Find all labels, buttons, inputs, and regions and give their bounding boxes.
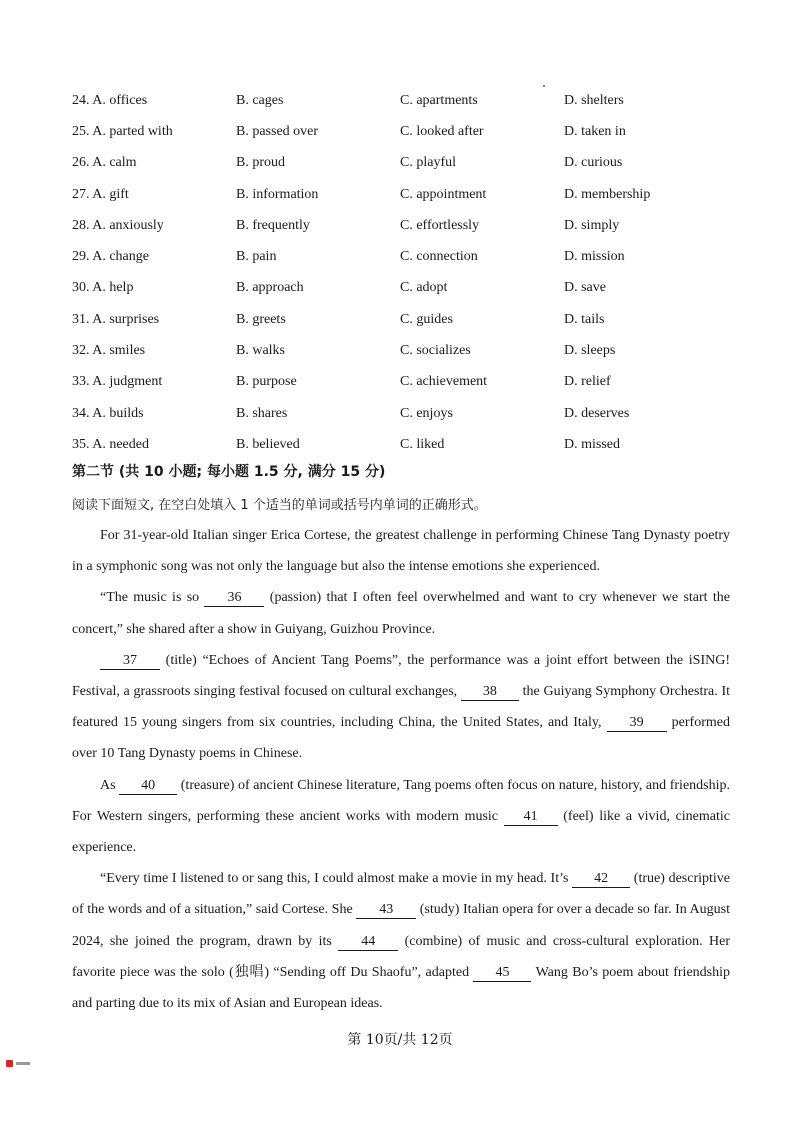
option-d: D. deserves <box>564 405 630 421</box>
option-c: C. looked after <box>400 123 484 139</box>
option-a: 29. A. change <box>72 249 149 265</box>
section-title: 第二节 (共 10 小题; 每小题 1.5 分, 满分 15 分) <box>72 464 386 480</box>
option-d: D. sleeps <box>564 343 616 359</box>
passage-text: (passion) that I often feel overwhelmed and want to cry whenever we start the concert,” she shared after a show in Guiyang, Guizhou Province. <box>72 590 730 637</box>
option-d: D. taken in <box>564 123 626 139</box>
passage-text: Wang Bo’s poem about friendship and parting due to its mix of Asian and European ideas. <box>72 964 730 1012</box>
option-a: 30. A. help <box>72 280 134 296</box>
passage-text: (combine) of music and cross-cultural exploration. Her favorite piece was the solo (独唱) “Sending off Du Shaofu”, adapted <box>72 933 730 980</box>
passage-text: “The music is so <box>100 590 205 606</box>
reading-passage <box>72 520 730 1019</box>
option-row-34 <box>72 398 732 429</box>
option-b: B. shares <box>236 405 288 421</box>
passage-text: (treasure) of ancient Chinese literature, Tang poems often focus on nature, history, and friendship. For Western singers, performing these ancient works with modern music <box>72 777 730 824</box>
option-row-32 <box>72 335 732 366</box>
option-row-27 <box>72 179 732 210</box>
blank-37[interactable]: 37 <box>100 653 160 670</box>
option-d: D. curious <box>564 155 623 171</box>
option-row-35 <box>72 429 732 460</box>
option-b: B. greets <box>236 311 286 327</box>
section-instruction: 阅读下面短文, 在空白处填入 1 个适当的单词或括号内单词的正确形式。 <box>72 498 487 513</box>
option-a: 25. A. parted with <box>72 123 173 139</box>
option-a: 28. A. anxiously <box>72 217 164 233</box>
option-row-25 <box>72 116 732 147</box>
blank-44[interactable]: 44 <box>338 934 398 951</box>
option-d: D. save <box>564 280 606 296</box>
grey-bar-icon <box>16 1062 30 1065</box>
paragraph-5 <box>72 863 730 1019</box>
option-b: B. passed over <box>236 123 319 139</box>
option-row-33 <box>72 367 732 398</box>
option-row-30 <box>72 273 732 304</box>
passage-text: the Guiyang Symphony Orchestra. It featured 15 young singers from six countries, including China, the United States, and Italy, <box>72 684 730 731</box>
paragraph-1: For 31-year-old Italian singer Erica Cortese, the greatest challenge in performing Chinese Tang Dynasty poetry in a symphonic song was not only the language but also the intense emotions she experienced. <box>72 528 730 575</box>
option-row-28 <box>72 210 732 241</box>
option-c: C. playful <box>400 155 456 171</box>
blank-42[interactable]: 42 <box>572 871 630 888</box>
options-table <box>72 85 732 461</box>
option-a: 24. A. offices <box>72 92 148 108</box>
option-a: 34. A. builds <box>72 405 144 421</box>
option-b: B. information <box>236 186 319 202</box>
paragraph-3 <box>72 645 730 770</box>
option-c: C. guides <box>400 311 453 327</box>
blank-39[interactable]: 39 <box>607 715 667 732</box>
option-b: B. walks <box>236 343 285 359</box>
passage-text: (feel) like a vivid, cinematic experience. <box>72 808 730 856</box>
passage-text: (true) descriptive of the words and of a situation,” said Cortese. She <box>72 871 730 918</box>
option-d: D. mission <box>564 249 625 265</box>
option-d: D. tails <box>564 311 605 327</box>
paragraph-2 <box>72 582 730 644</box>
option-a: 33. A. judgment <box>72 374 163 390</box>
blank-36[interactable]: 36 <box>204 590 264 607</box>
option-c: C. connection <box>400 249 478 265</box>
option-a: 26. A. calm <box>72 155 137 171</box>
option-c: C. achievement <box>400 374 488 390</box>
option-b: B. approach <box>236 280 304 296</box>
option-b: B. believed <box>236 436 300 452</box>
option-c: C. appointment <box>400 186 487 202</box>
blank-41[interactable]: 41 <box>504 809 558 826</box>
option-c: C. effortlessly <box>400 217 480 233</box>
option-c: C. liked <box>400 436 445 452</box>
option-d: D. shelters <box>564 92 624 108</box>
option-c: C. apartments <box>400 92 478 108</box>
option-b: B. purpose <box>236 374 297 390</box>
passage-text: performed over 10 Tang Dynasty poems in Chinese. <box>72 715 730 762</box>
red-square-icon <box>6 1060 13 1067</box>
option-c: C. socializes <box>400 343 471 359</box>
option-c: C. adopt <box>400 280 448 296</box>
option-a: 27. A. gift <box>72 186 129 202</box>
paragraph-4 <box>72 770 730 864</box>
option-row-26 <box>72 148 732 179</box>
blank-43[interactable]: 43 <box>356 902 416 919</box>
blank-40[interactable]: 40 <box>119 778 177 795</box>
option-d: D. missed <box>564 436 620 452</box>
option-b: B. proud <box>236 155 285 171</box>
option-row-24 <box>72 85 732 116</box>
option-a: 35. A. needed <box>72 436 149 452</box>
option-d: D. relief <box>564 374 611 390</box>
option-b: B. pain <box>236 249 277 265</box>
option-a: 32. A. smiles <box>72 343 146 359</box>
passage-text: “Every time I listened to or sang this, I could almost make a movie in my head. It’s <box>100 871 573 887</box>
passage-text: As <box>100 777 120 793</box>
option-row-31 <box>72 304 732 335</box>
scan-app-logo-icon <box>6 1060 30 1067</box>
passage-text: (title) “Echoes of Ancient Tang Poems”, the performance was a joint effort between the iSING! Festival, a grassroots singing festival focused on cultural exchanges, <box>72 652 730 700</box>
option-c: C. enjoys <box>400 405 453 421</box>
option-d: D. simply <box>564 217 620 233</box>
option-a: 31. A. surprises <box>72 311 160 327</box>
option-b: B. frequently <box>236 217 310 233</box>
option-row-29 <box>72 241 732 272</box>
option-d: D. membership <box>564 186 651 202</box>
blank-45[interactable]: 45 <box>473 965 531 982</box>
page-number: 第 10页/共 12页 <box>347 1032 453 1048</box>
blank-38[interactable]: 38 <box>461 684 519 701</box>
option-b: B. cages <box>236 92 284 108</box>
passage-text: (study) Italian opera for over a decade so far. In August 2024, she joined the program, drawn by its <box>72 902 731 949</box>
